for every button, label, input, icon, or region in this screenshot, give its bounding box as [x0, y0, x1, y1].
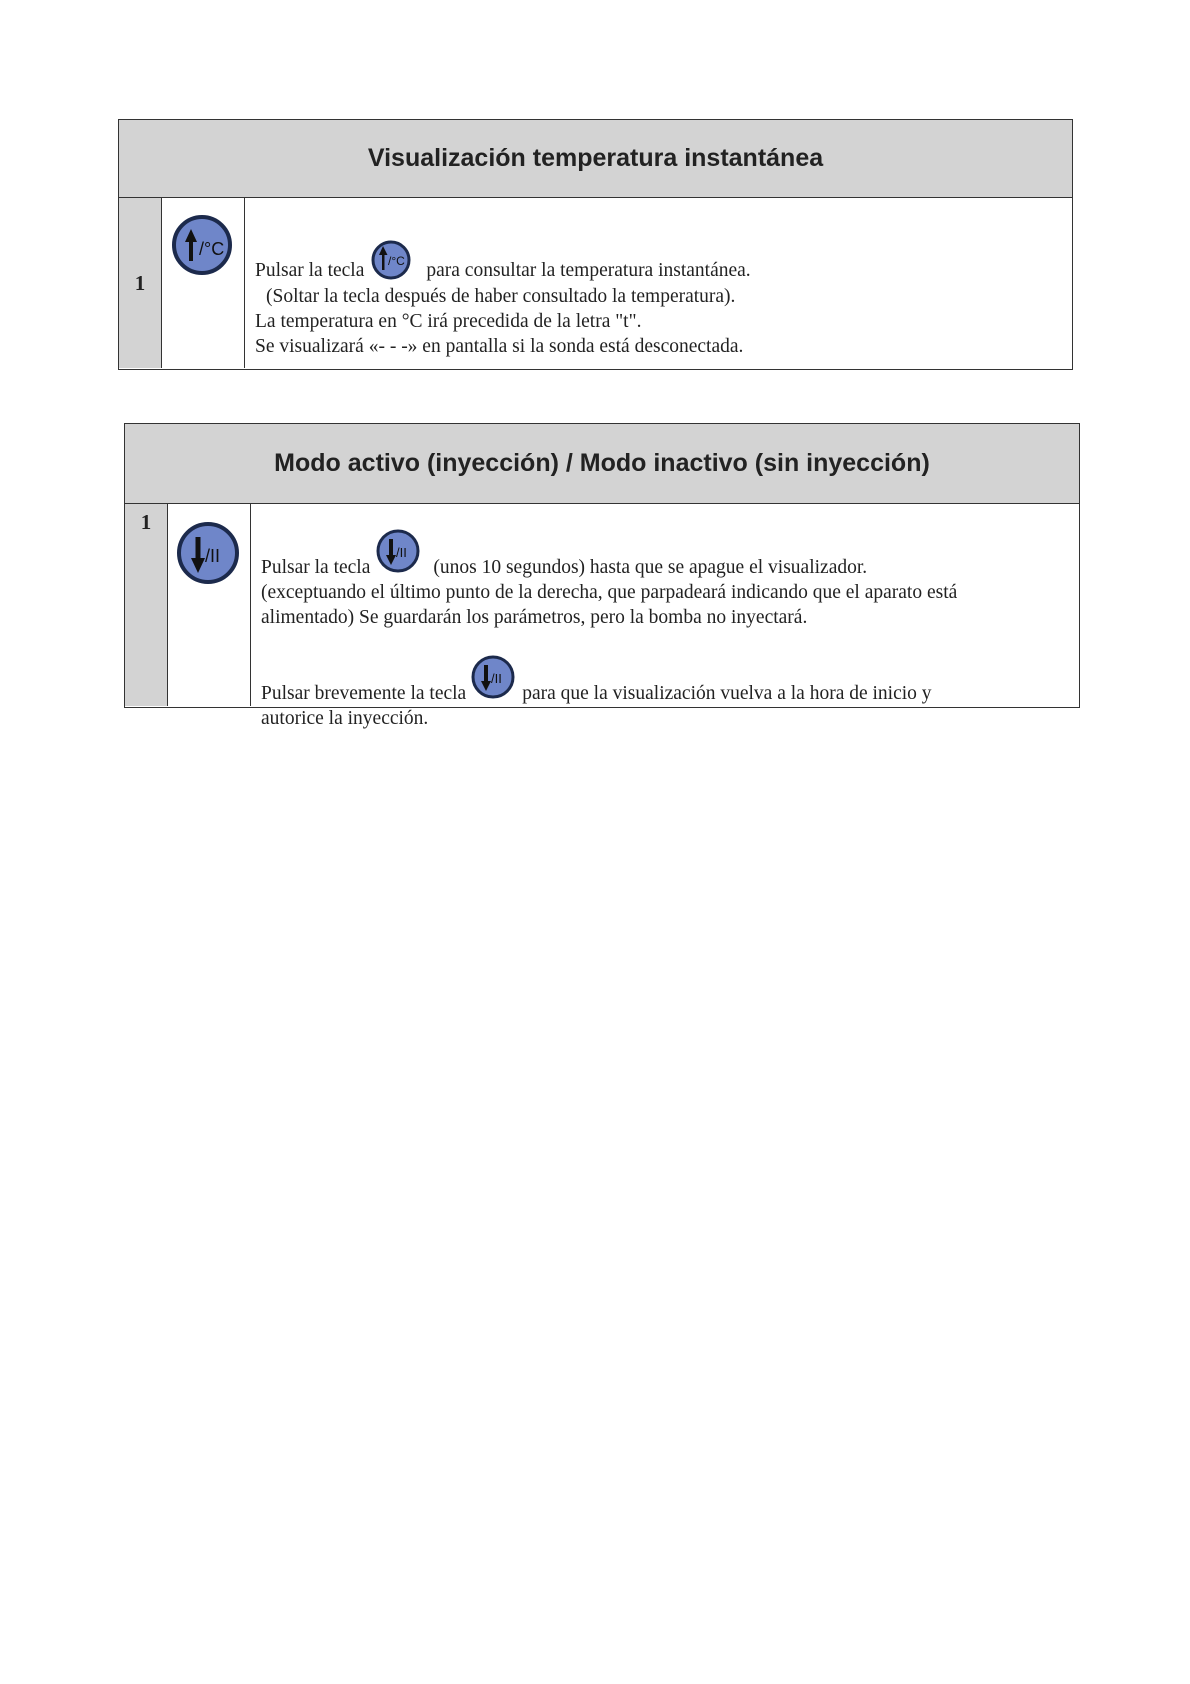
text-line: Pulsar brevemente la tecla /II para que la visualización vuelva a la hora de inicio y: [261, 655, 1079, 706]
key-icon-cell: [168, 504, 251, 706]
svg-text:/II: /II: [396, 545, 408, 560]
instruction-text: [251, 504, 1079, 729]
row-number-text: 1: [134, 270, 146, 295]
text-line: La temperatura en °C irá precedida de la letra "t".: [255, 311, 642, 332]
svg-text:/II: /II: [491, 671, 503, 686]
section-title-text: Visualización temperatura instantánea: [367, 144, 824, 172]
svg-text:/II: /II: [205, 546, 221, 566]
arrow-down-pause-icon: [177, 520, 241, 706]
temperature-display-section: [118, 119, 1073, 370]
text-line: alimentado) Se guardarán los parámetros, pero la bomba no inyectará.: [261, 607, 808, 628]
instruction-row: [125, 504, 1079, 729]
text-line: autorice la inyección.: [261, 708, 429, 729]
arrow-up-celsius-icon: [370, 240, 412, 284]
svg-text:/°C: /°C: [199, 239, 225, 259]
section-title-text: Modo activo (inyección) / Modo inactivo (sin inyección): [274, 449, 930, 477]
svg-text:/°C: /°C: [388, 254, 406, 268]
arrow-down-pause-icon: [470, 655, 518, 703]
instruction-row: [119, 198, 1072, 368]
text-line: (Soltar la tecla después de haber consultado la temperatura).: [266, 286, 736, 307]
row-number: [119, 198, 162, 368]
arrow-up-celsius-icon: [172, 213, 234, 368]
row-number-text: 1: [140, 510, 152, 534]
key-icon-cell: [162, 198, 245, 368]
section-title: [119, 120, 1072, 198]
active-mode-section: [124, 423, 1080, 729]
instruction-text: [245, 198, 1072, 368]
text-line: Se visualizará «- - -» en pantalla si la sonda está desconectada.: [255, 336, 744, 357]
text-line: (exceptuando el último punto de la derecha, que parpadeará indicando que el aparato está: [261, 582, 958, 603]
arrow-down-pause-icon: [375, 529, 423, 577]
section-title: [125, 424, 1079, 504]
text-line: Pulsar la tecla /°C para consultar la temperatura instantánea.: [255, 240, 1072, 284]
row-number: [125, 504, 168, 706]
text-line: Pulsar la tecla /II (unos 10 segundos) hasta que se apague el visualizador.: [261, 529, 1079, 580]
